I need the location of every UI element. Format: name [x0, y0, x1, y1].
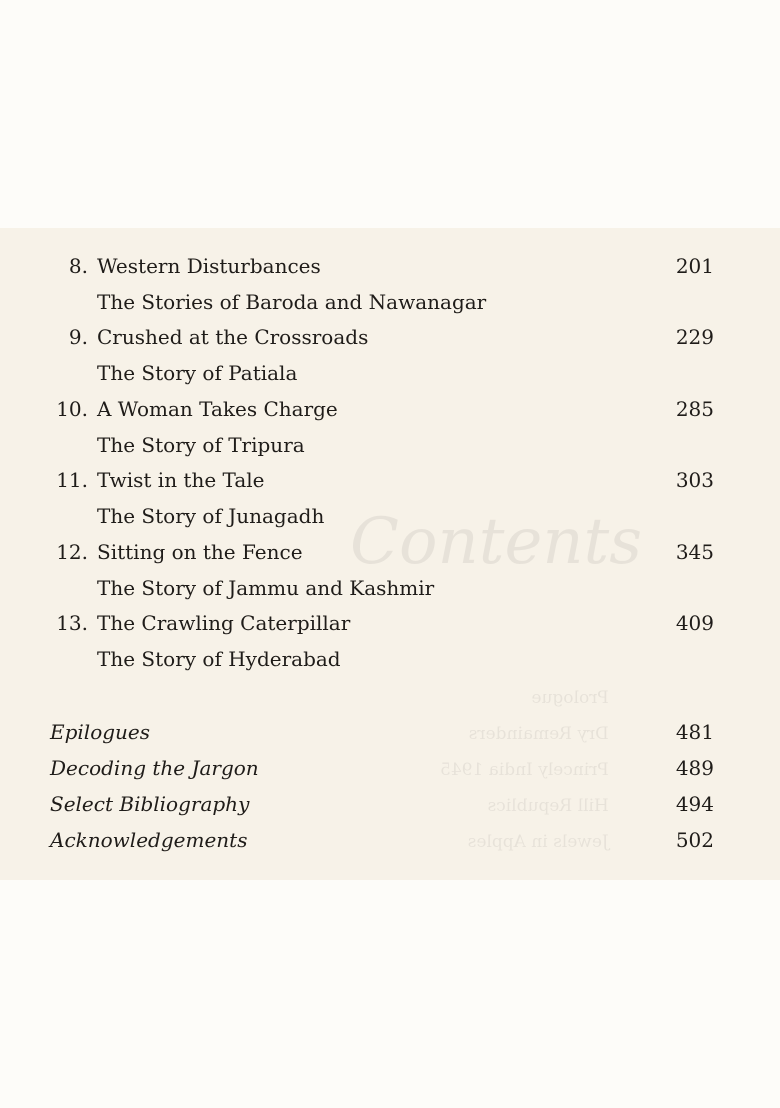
back-matter-title: Acknowledgements: [50, 828, 248, 852]
chapter-title: A Woman Takes Charge: [97, 397, 338, 421]
toc-entry-chapter-12[interactable]: [0, 534, 780, 606]
toc-entry-chapter-10[interactable]: [0, 391, 780, 463]
page-number: 201: [675, 254, 714, 278]
chapter-row: [0, 605, 780, 641]
page-number: 481: [675, 720, 714, 744]
chapter-subtitle: The Stories of Baroda and Nawanagar: [97, 290, 487, 314]
chapter-subtitle: The Story of Jammu and Kashmir: [97, 576, 435, 600]
chapter-subtitle-row: [0, 284, 780, 320]
chapter-subtitle: The Story of Hyderabad: [97, 647, 341, 671]
chapter-title: The Crawling Caterpillar: [97, 611, 351, 635]
toc-entry-decoding-the-jargon[interactable]: [0, 750, 780, 786]
toc-entry-chapter-11[interactable]: [0, 462, 780, 534]
chapter-subtitle-row: [0, 427, 780, 463]
chapter-row: [0, 319, 780, 355]
page-number: 229: [675, 325, 714, 349]
chapter-row: [0, 391, 780, 427]
chapter-subtitle-row: [0, 355, 780, 391]
page-number: 494: [675, 792, 714, 816]
chapter-subtitle-row: [0, 570, 780, 606]
chapter-row: [0, 534, 780, 570]
chapter-number: 10.: [56, 397, 88, 421]
chapter-number: 12.: [56, 540, 88, 564]
back-matter-title: Decoding the Jargon: [50, 756, 259, 780]
page-number: 409: [675, 611, 714, 635]
chapter-subtitle: The Story of Patiala: [97, 361, 298, 385]
chapter-title: Sitting on the Fence: [97, 540, 303, 564]
chapter-title: Crushed at the Crossroads: [97, 325, 369, 349]
chapter-number: 11.: [56, 468, 88, 492]
back-matter-list: [0, 714, 780, 858]
toc-entry-epilogues[interactable]: [0, 714, 780, 750]
chapter-number: 8.: [68, 254, 88, 278]
page-number: 489: [675, 756, 714, 780]
chapter-subtitle: The Story of Junagadh: [97, 504, 325, 528]
chapter-subtitle-row: [0, 641, 780, 677]
back-matter-title: Epilogues: [50, 720, 151, 744]
toc-entry-chapter-8[interactable]: [0, 248, 780, 320]
chapter-row: [0, 248, 780, 284]
page-number: 285: [675, 397, 714, 421]
chapter-number: 13.: [56, 611, 88, 635]
chapter-title: Western Disturbances: [97, 254, 321, 278]
chapter-subtitle-row: [0, 498, 780, 534]
page-number: 502: [675, 828, 714, 852]
chapter-title: Twist in the Tale: [97, 468, 265, 492]
back-matter-title: Select Bibliography: [50, 792, 250, 816]
toc-entry-select-bibliography[interactable]: [0, 786, 780, 822]
chapter-row: [0, 462, 780, 498]
chapter-subtitle: The Story of Tripura: [97, 433, 305, 457]
toc-entry-chapter-9[interactable]: [0, 319, 780, 391]
toc-entry-chapter-13[interactable]: [0, 605, 780, 677]
chapter-number: 9.: [68, 325, 88, 349]
page-number: 303: [675, 468, 714, 492]
page-number: 345: [675, 540, 714, 564]
toc-entry-acknowledgements[interactable]: [0, 822, 780, 858]
